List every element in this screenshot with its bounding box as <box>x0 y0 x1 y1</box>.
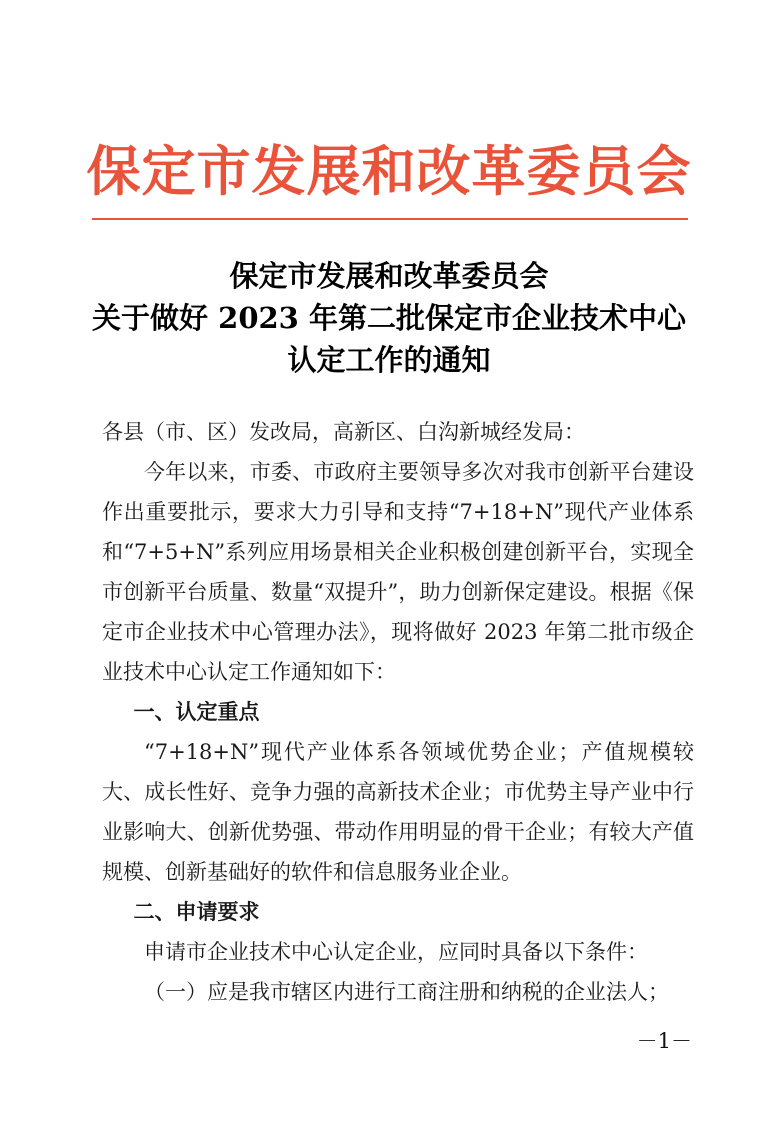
section-1-heading: 一、认定重点 <box>133 699 260 724</box>
page-number: －1－ <box>636 1029 692 1053</box>
intro-paragraph: 今年以来，市委、市政府主要领导多次对我市创新平台建设作出重要批示，要求大力引导和支持“7+18+N”现代产业体系和“7+5+N”系列应用场景相关企业积极创建创新平台，实现全市创新平台质量、数量“双提升”，助力创新保定建设。根据《保定市企业技术中心管理办法》，现将做好 2023 年第二批市级企业技术中心认定工作通知如下： <box>102 460 694 684</box>
letterhead-red-divider <box>92 218 688 220</box>
section-2-item-1: （一）应是我市辖区内进行工商注册和纳税的企业法人； <box>144 980 669 1004</box>
section-2-intro: 申请市企业技术中心认定企业，应同时具备以下条件： <box>144 940 648 964</box>
document-body <box>102 412 694 1012</box>
salutation: 各县（市、区）发改局，高新区、白沟新城经发局： <box>102 420 585 444</box>
section-2-heading: 二、申请要求 <box>133 899 260 924</box>
title-line-2: 关于做好 2023 年第二批保定市企业技术中心 <box>92 301 686 335</box>
document-title <box>0 255 778 381</box>
section-1-paragraph: “7+18+N”现代产业体系各领域优势企业；产值规模较大、成长性好、竞争力强的高新技术企业；市优势主导产业中行业影响大、创新优势强、带动作用明显的骨干企业；有较大产值规模、创新基础好的软件和信息服务业企业。 <box>102 740 694 884</box>
letterhead-org-name: 保定市发展和改革委员会 <box>86 139 692 203</box>
title-line-3: 认定工作的通知 <box>287 343 491 377</box>
title-line-1: 保定市发展和改革委员会 <box>229 259 549 293</box>
